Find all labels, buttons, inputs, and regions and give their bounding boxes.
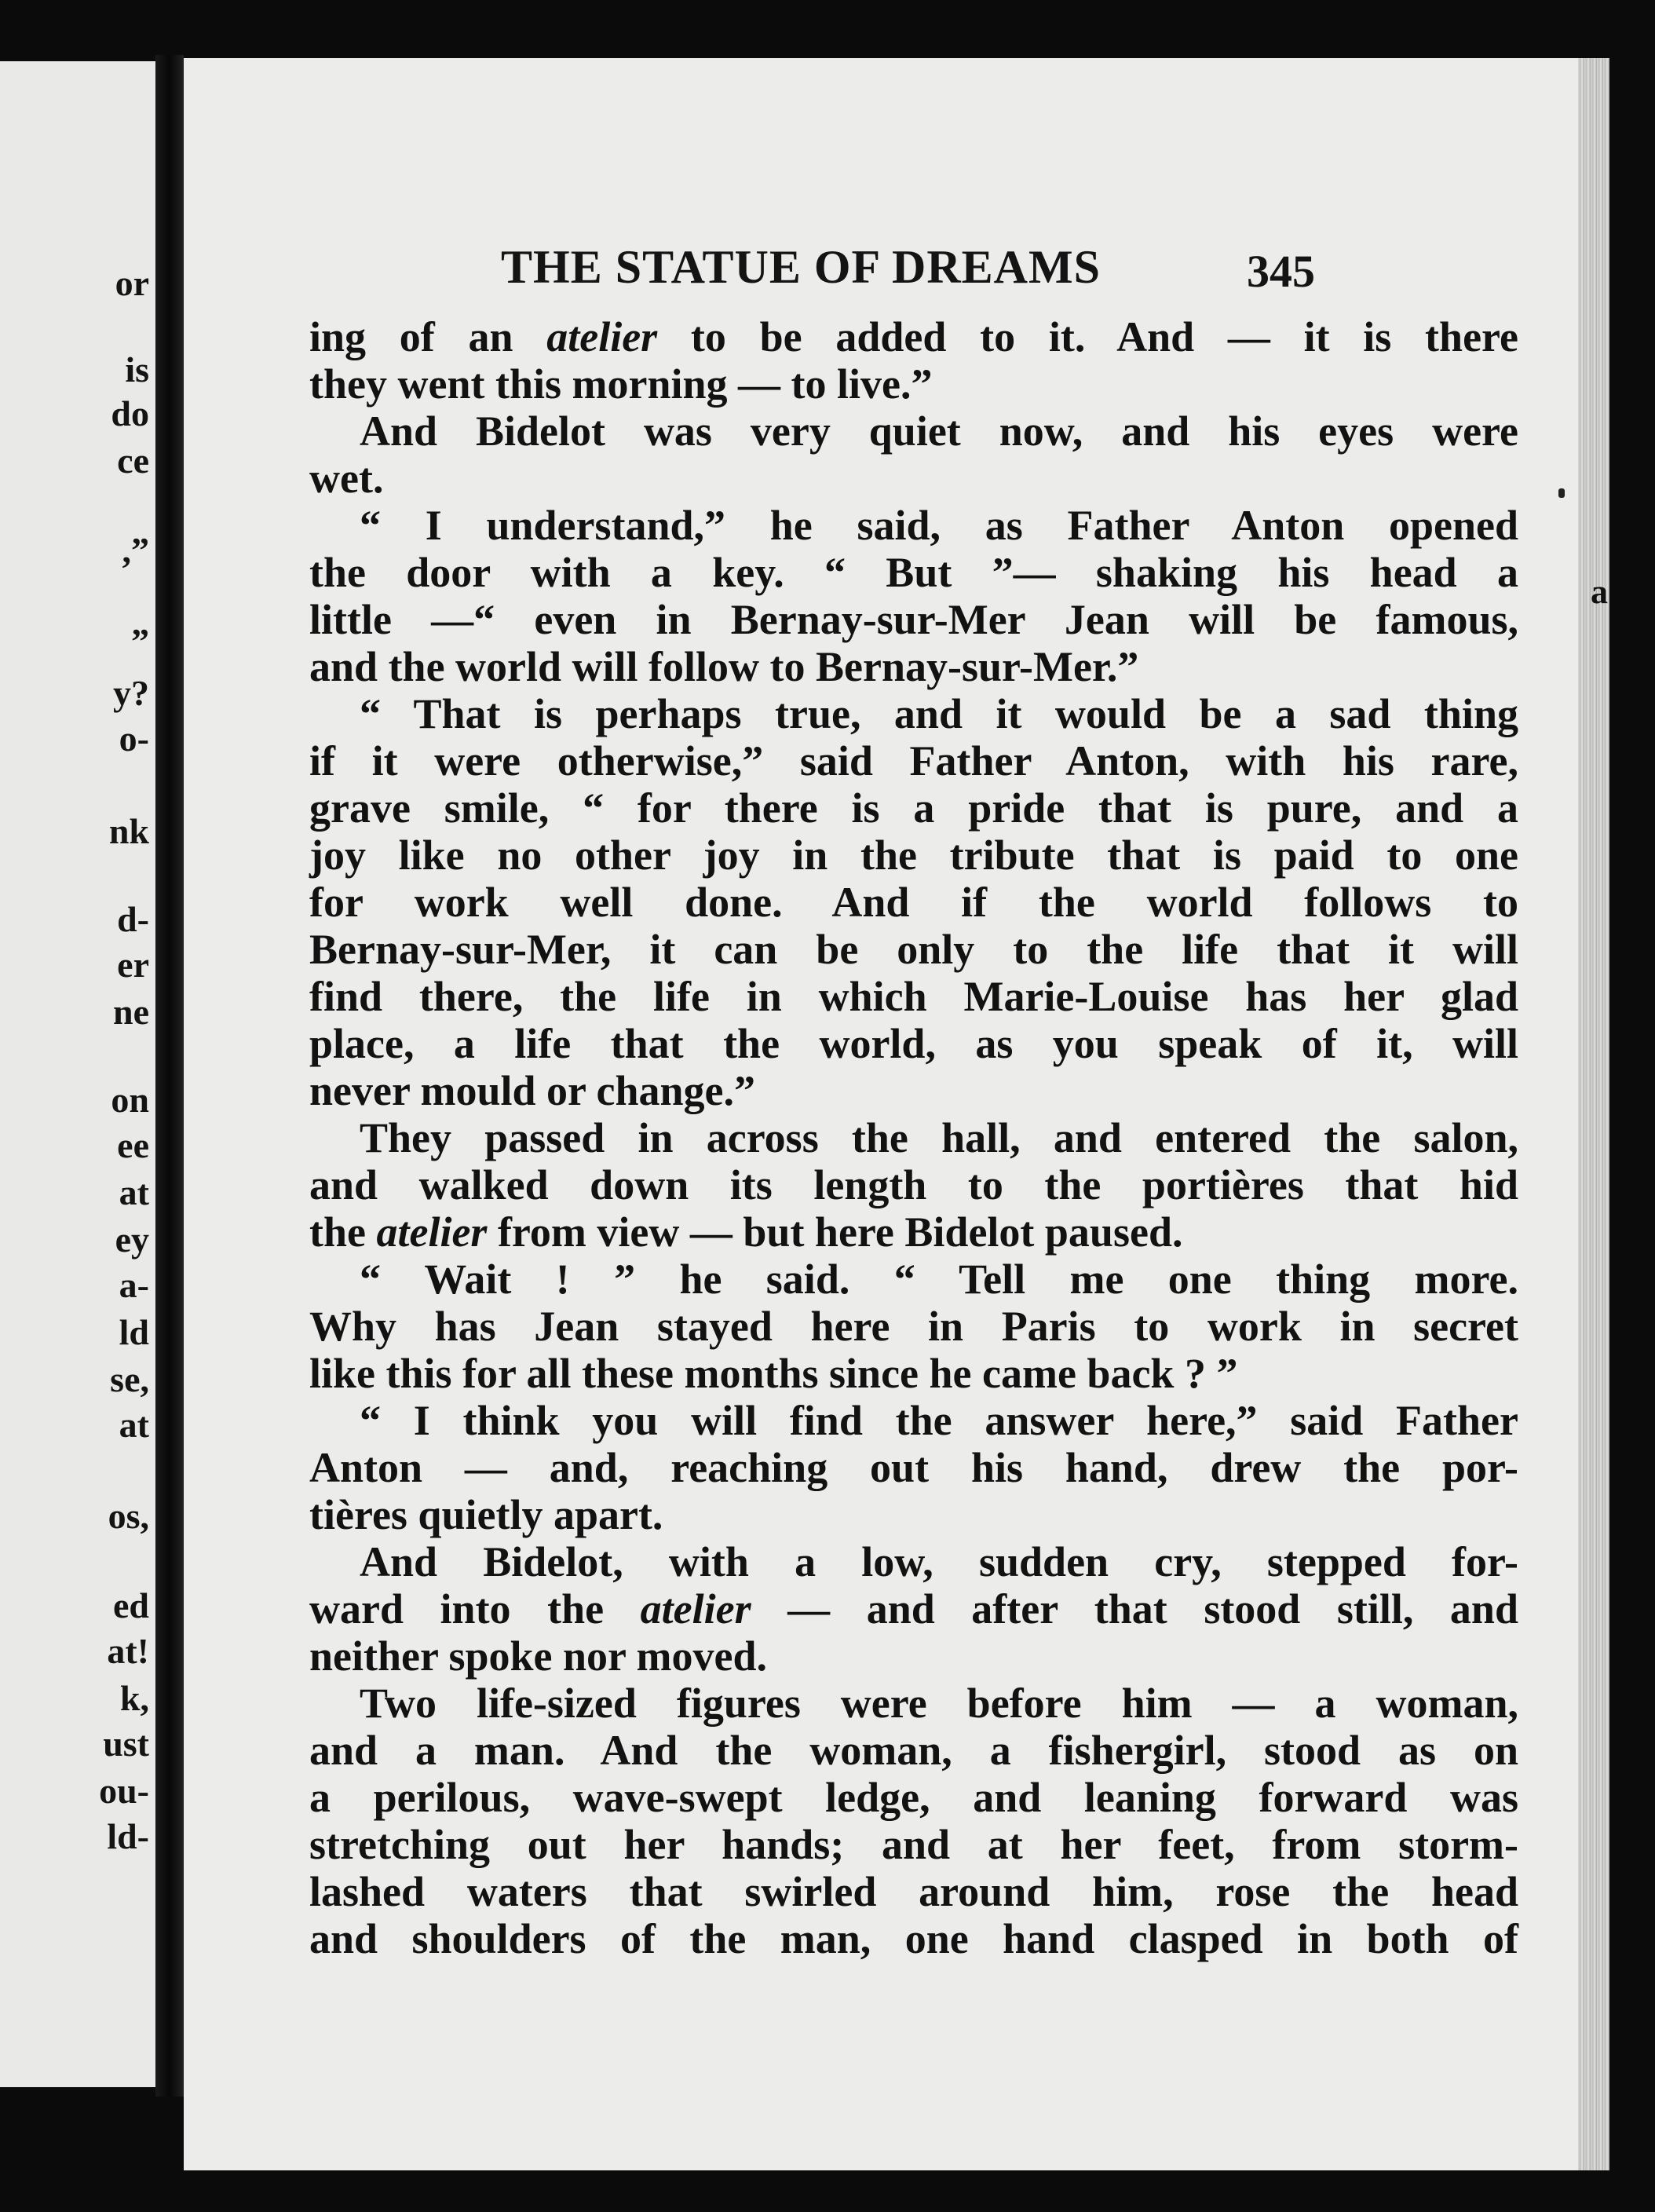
text-run: for work well done. And if the world follows to	[309, 879, 1518, 926]
text-run: joy like no other joy in the tribute that is paid to one	[309, 832, 1518, 879]
text-line	[309, 737, 1518, 784]
text-run: never mould or change.”	[309, 1067, 756, 1114]
book-page	[184, 58, 1578, 2170]
text-line	[309, 1727, 1518, 1774]
text-run: grave smile, “ for there is a pride that is pure, and a	[309, 784, 1518, 832]
text-line	[309, 690, 1518, 737]
text-line	[309, 1067, 1518, 1114]
text-run: And Bidelot, with a low, sudden cry, stepped for-	[360, 1538, 1518, 1585]
left-page-fragment: at	[119, 1405, 149, 1445]
left-page-fragment: ed	[113, 1585, 149, 1625]
left-page-fragment: a-	[119, 1265, 149, 1305]
text-run: the	[309, 1208, 377, 1256]
text-line	[309, 502, 1518, 549]
text-line	[309, 1915, 1518, 1962]
text-run: like this for all these months since he came back ? ”	[309, 1350, 1238, 1397]
text-line	[309, 926, 1518, 973]
text-run: They passed in across the hall, and entered the salon,	[360, 1114, 1518, 1161]
text-run: Why has Jean stayed here in Paris to work in secret	[309, 1303, 1518, 1350]
text-run: tières quietly apart.	[309, 1491, 663, 1538]
left-page-fragment: ce	[117, 441, 149, 481]
left-page-fragment: ld	[119, 1312, 149, 1352]
text-run: neither spoke nor moved.	[309, 1632, 768, 1680]
text-line	[309, 313, 1518, 360]
text-line	[309, 1350, 1518, 1397]
left-page-fragment: k,	[119, 1678, 149, 1718]
text-run: ward into the	[309, 1585, 641, 1632]
left-page-text-fragments	[0, 61, 155, 2087]
left-page-fragment: on	[111, 1080, 149, 1120]
text-line	[309, 408, 1518, 455]
book-gutter	[155, 55, 184, 2097]
text-line	[309, 360, 1518, 408]
page-edges	[1578, 58, 1609, 2170]
left-page-fragment: or	[115, 263, 149, 303]
left-page-fragment: er	[117, 945, 149, 985]
text-line	[309, 1585, 1518, 1632]
text-line	[309, 1020, 1518, 1067]
left-page-fragment: ust	[103, 1724, 149, 1764]
italic-word: atelier	[640, 1585, 751, 1632]
text-run: Two life-sized figures were before him — a woman,	[360, 1680, 1518, 1727]
left-page-fragment: se,	[110, 1359, 149, 1399]
text-run: stretching out her hands; and at her feet, from storm-	[309, 1821, 1518, 1868]
left-page-fragment: do	[111, 393, 149, 433]
text-run: and the world will follow to Bernay-sur-Mer.”	[309, 643, 1139, 690]
text-run: lashed waters that swirled around him, rose the head	[309, 1868, 1518, 1915]
text-line	[309, 973, 1518, 1020]
text-run: “ I think you will find the answer here,” said Father	[360, 1397, 1518, 1444]
italic-word: atelier	[376, 1208, 488, 1256]
text-line	[309, 784, 1518, 832]
text-line	[309, 1632, 1518, 1680]
left-page-fragment: ld-	[107, 1816, 149, 1856]
running-head	[184, 240, 1578, 303]
text-line	[309, 1868, 1518, 1915]
left-page-fragment: is	[125, 349, 149, 389]
left-page-fragment: ee	[117, 1125, 149, 1165]
text-line	[309, 1256, 1518, 1303]
left-page-fragment: ey	[115, 1219, 149, 1260]
text-line	[309, 1680, 1518, 1727]
text-run: and shoulders of the man, one hand clasped in both of	[309, 1915, 1518, 1962]
text-line	[309, 1397, 1518, 1444]
text-run: to be added to it. And — it is there	[657, 313, 1518, 360]
text-run: the door with a key. “ But ”— shaking his head a	[309, 549, 1518, 596]
left-page-fragment: os,	[108, 1496, 149, 1536]
text-run: — and after that stood still, and	[751, 1585, 1519, 1632]
left-page-fragment: y?	[113, 673, 149, 713]
text-line	[309, 1208, 1518, 1256]
text-line	[309, 596, 1518, 643]
text-run: a perilous, wave-swept ledge, and leaning forward was	[309, 1774, 1518, 1821]
text-run: Bernay-sur-Mer, it can be only to the life that it will	[309, 926, 1518, 973]
text-run: place, a life that the world, as you speak of it, will	[309, 1020, 1518, 1067]
left-page-fragment: at!	[107, 1631, 149, 1671]
text-line	[309, 549, 1518, 596]
left-page-fragment: ,”	[122, 530, 149, 570]
text-run: they went this morning — to live.”	[309, 360, 933, 408]
text-run: from view — but here Bidelot paused.	[487, 1208, 1183, 1256]
page-number: 345	[1247, 246, 1315, 297]
text-run: “ Wait ! ” he said. “ Tell me one thing more.	[360, 1256, 1518, 1303]
left-page-fragment: ou-	[99, 1771, 149, 1811]
text-run: And Bidelot was very quiet now, and his eyes were	[360, 408, 1518, 455]
left-page-fragment: d-	[117, 899, 149, 939]
text-run: if it were otherwise,” said Father Anton, with his rare,	[309, 737, 1518, 784]
italic-word: atelier	[546, 313, 658, 360]
text-run: ing of an	[309, 313, 547, 360]
text-line	[309, 832, 1518, 879]
left-page-fragment: at	[119, 1172, 149, 1212]
body-text	[309, 313, 1518, 1962]
text-line	[309, 879, 1518, 926]
text-line	[309, 1538, 1518, 1585]
left-page-fragment: nk	[108, 811, 149, 851]
left-page-fragment: o-	[119, 718, 149, 759]
text-run: wet.	[309, 455, 384, 502]
text-run: and walked down its length to the portières that hid	[309, 1161, 1518, 1208]
text-line	[309, 1444, 1518, 1491]
text-line	[309, 643, 1518, 690]
text-line	[309, 1161, 1518, 1208]
text-line	[309, 1821, 1518, 1868]
page-header-title: THE STATUE OF DREAMS	[501, 241, 1101, 293]
text-run: find there, the life in which Marie-Louise has her glad	[309, 973, 1518, 1020]
left-page-fragment: ”	[131, 621, 149, 661]
left-facing-page	[0, 61, 155, 2087]
right-edge-fragment: a	[1591, 572, 1608, 611]
text-line	[309, 455, 1518, 502]
left-page-fragment: ne	[113, 992, 149, 1032]
text-run: Anton — and, reaching out his hand, drew the por-	[309, 1444, 1518, 1491]
text-line	[309, 1774, 1518, 1821]
text-run: and a man. And the woman, a fishergirl, stood as on	[309, 1727, 1518, 1774]
text-run: “ I understand,” he said, as Father Anton opened	[360, 502, 1518, 549]
text-run: little —“ even in Bernay-sur-Mer Jean will be famous,	[309, 596, 1518, 643]
text-line	[309, 1114, 1518, 1161]
text-line	[309, 1303, 1518, 1350]
text-line	[309, 1491, 1518, 1538]
scan-speck	[1558, 488, 1565, 498]
text-run: “ That is perhaps true, and it would be a sad thing	[360, 690, 1518, 737]
